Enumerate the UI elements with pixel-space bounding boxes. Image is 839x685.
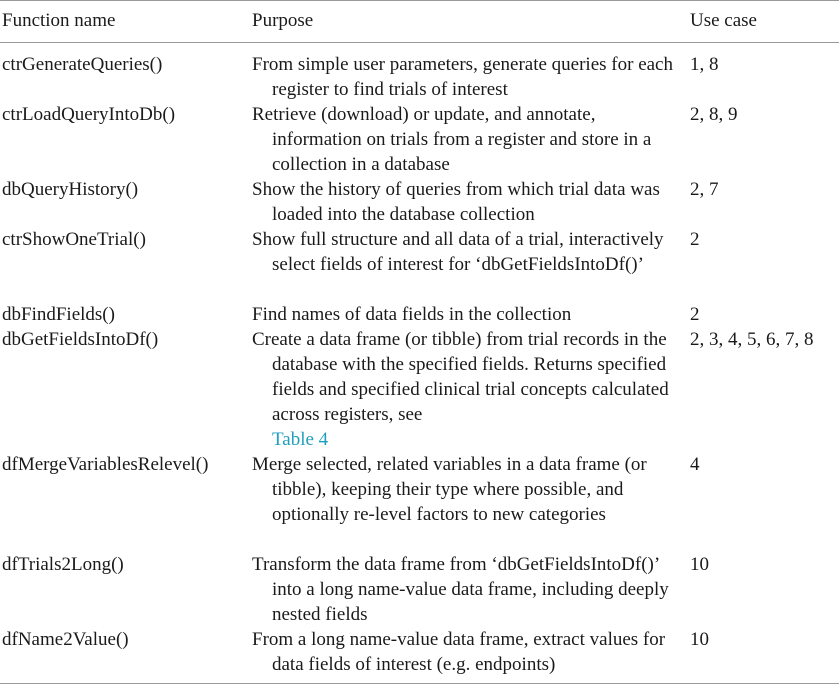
function-name-cell: dbGetFieldsIntoDf() [2, 329, 159, 350]
purpose-cell: Find names of data fields in the collection [252, 304, 572, 325]
function-name-cell: dfTrials2Long() [2, 554, 124, 575]
purpose-cell: Show full structure and all data of a trial, interactively select fields of interest for ‘dbGetFieldsIntoDf()’ [252, 229, 664, 275]
purpose-cell: Retrieve (download) or update, and annotate, information on trials from a register and store in a collection in a database [252, 104, 652, 175]
table-bottom-rule [0, 683, 839, 684]
header-purpose: Purpose [252, 10, 314, 31]
purpose-cell [252, 327, 682, 452]
purpose-cell: Merge selected, related variables in a data frame (or tibble), keeping their type where possible, and optionally re-level factors to new categories [252, 454, 647, 525]
use-case-cell: 2 [690, 229, 700, 250]
use-case-cell: 1, 8 [690, 54, 719, 75]
table-top-rule [0, 0, 839, 1]
purpose-cell: From a long name-value data frame, extract values for data fields of interest (e.g. endpoints) [252, 629, 666, 675]
purpose-cell: Transform the data frame from ‘dbGetFieldsIntoDf()’ into a long name-value data frame, including deeply nested fields [252, 554, 669, 625]
function-name-cell: ctrShowOneTrial() [2, 229, 146, 250]
table-header-rule [0, 42, 839, 43]
use-case-cell: 4 [690, 454, 700, 475]
header-function-name: Function name [2, 10, 116, 31]
use-case-cell: 2, 8, 9 [690, 104, 738, 125]
table-4-link[interactable]: Table 4 [272, 429, 329, 450]
purpose-cell: Show the history of queries from which trial data was loaded into the database collection [252, 179, 660, 225]
use-case-cell: 2, 7 [690, 179, 719, 200]
function-name-cell: ctrGenerateQueries() [2, 54, 163, 75]
function-name-cell: dfMergeVariablesRelevel() [2, 454, 209, 475]
function-name-cell: dbFindFields() [2, 304, 115, 325]
use-case-cell: 2 [690, 304, 700, 325]
table-header-row [0, 8, 839, 33]
purpose-text: Create a data frame (or tibble) from trial records in the database with the specified fields. Returns specified fields and specified clinical trial concepts calculated across registers, see [252, 329, 669, 425]
purpose-cell: From simple user parameters, generate queries for each register to find trials of interest [252, 54, 673, 100]
function-name-cell: dbQueryHistory() [2, 179, 139, 200]
function-name-cell: ctrLoadQueryIntoDb() [2, 104, 176, 125]
function-name-cell: dfName2Value() [2, 629, 129, 650]
use-case-cell: 10 [690, 629, 709, 650]
use-case-cell: 10 [690, 554, 709, 575]
use-case-cell: 2, 3, 4, 5, 6, 7, 8 [690, 329, 814, 350]
header-use-case: Use case [690, 10, 757, 31]
